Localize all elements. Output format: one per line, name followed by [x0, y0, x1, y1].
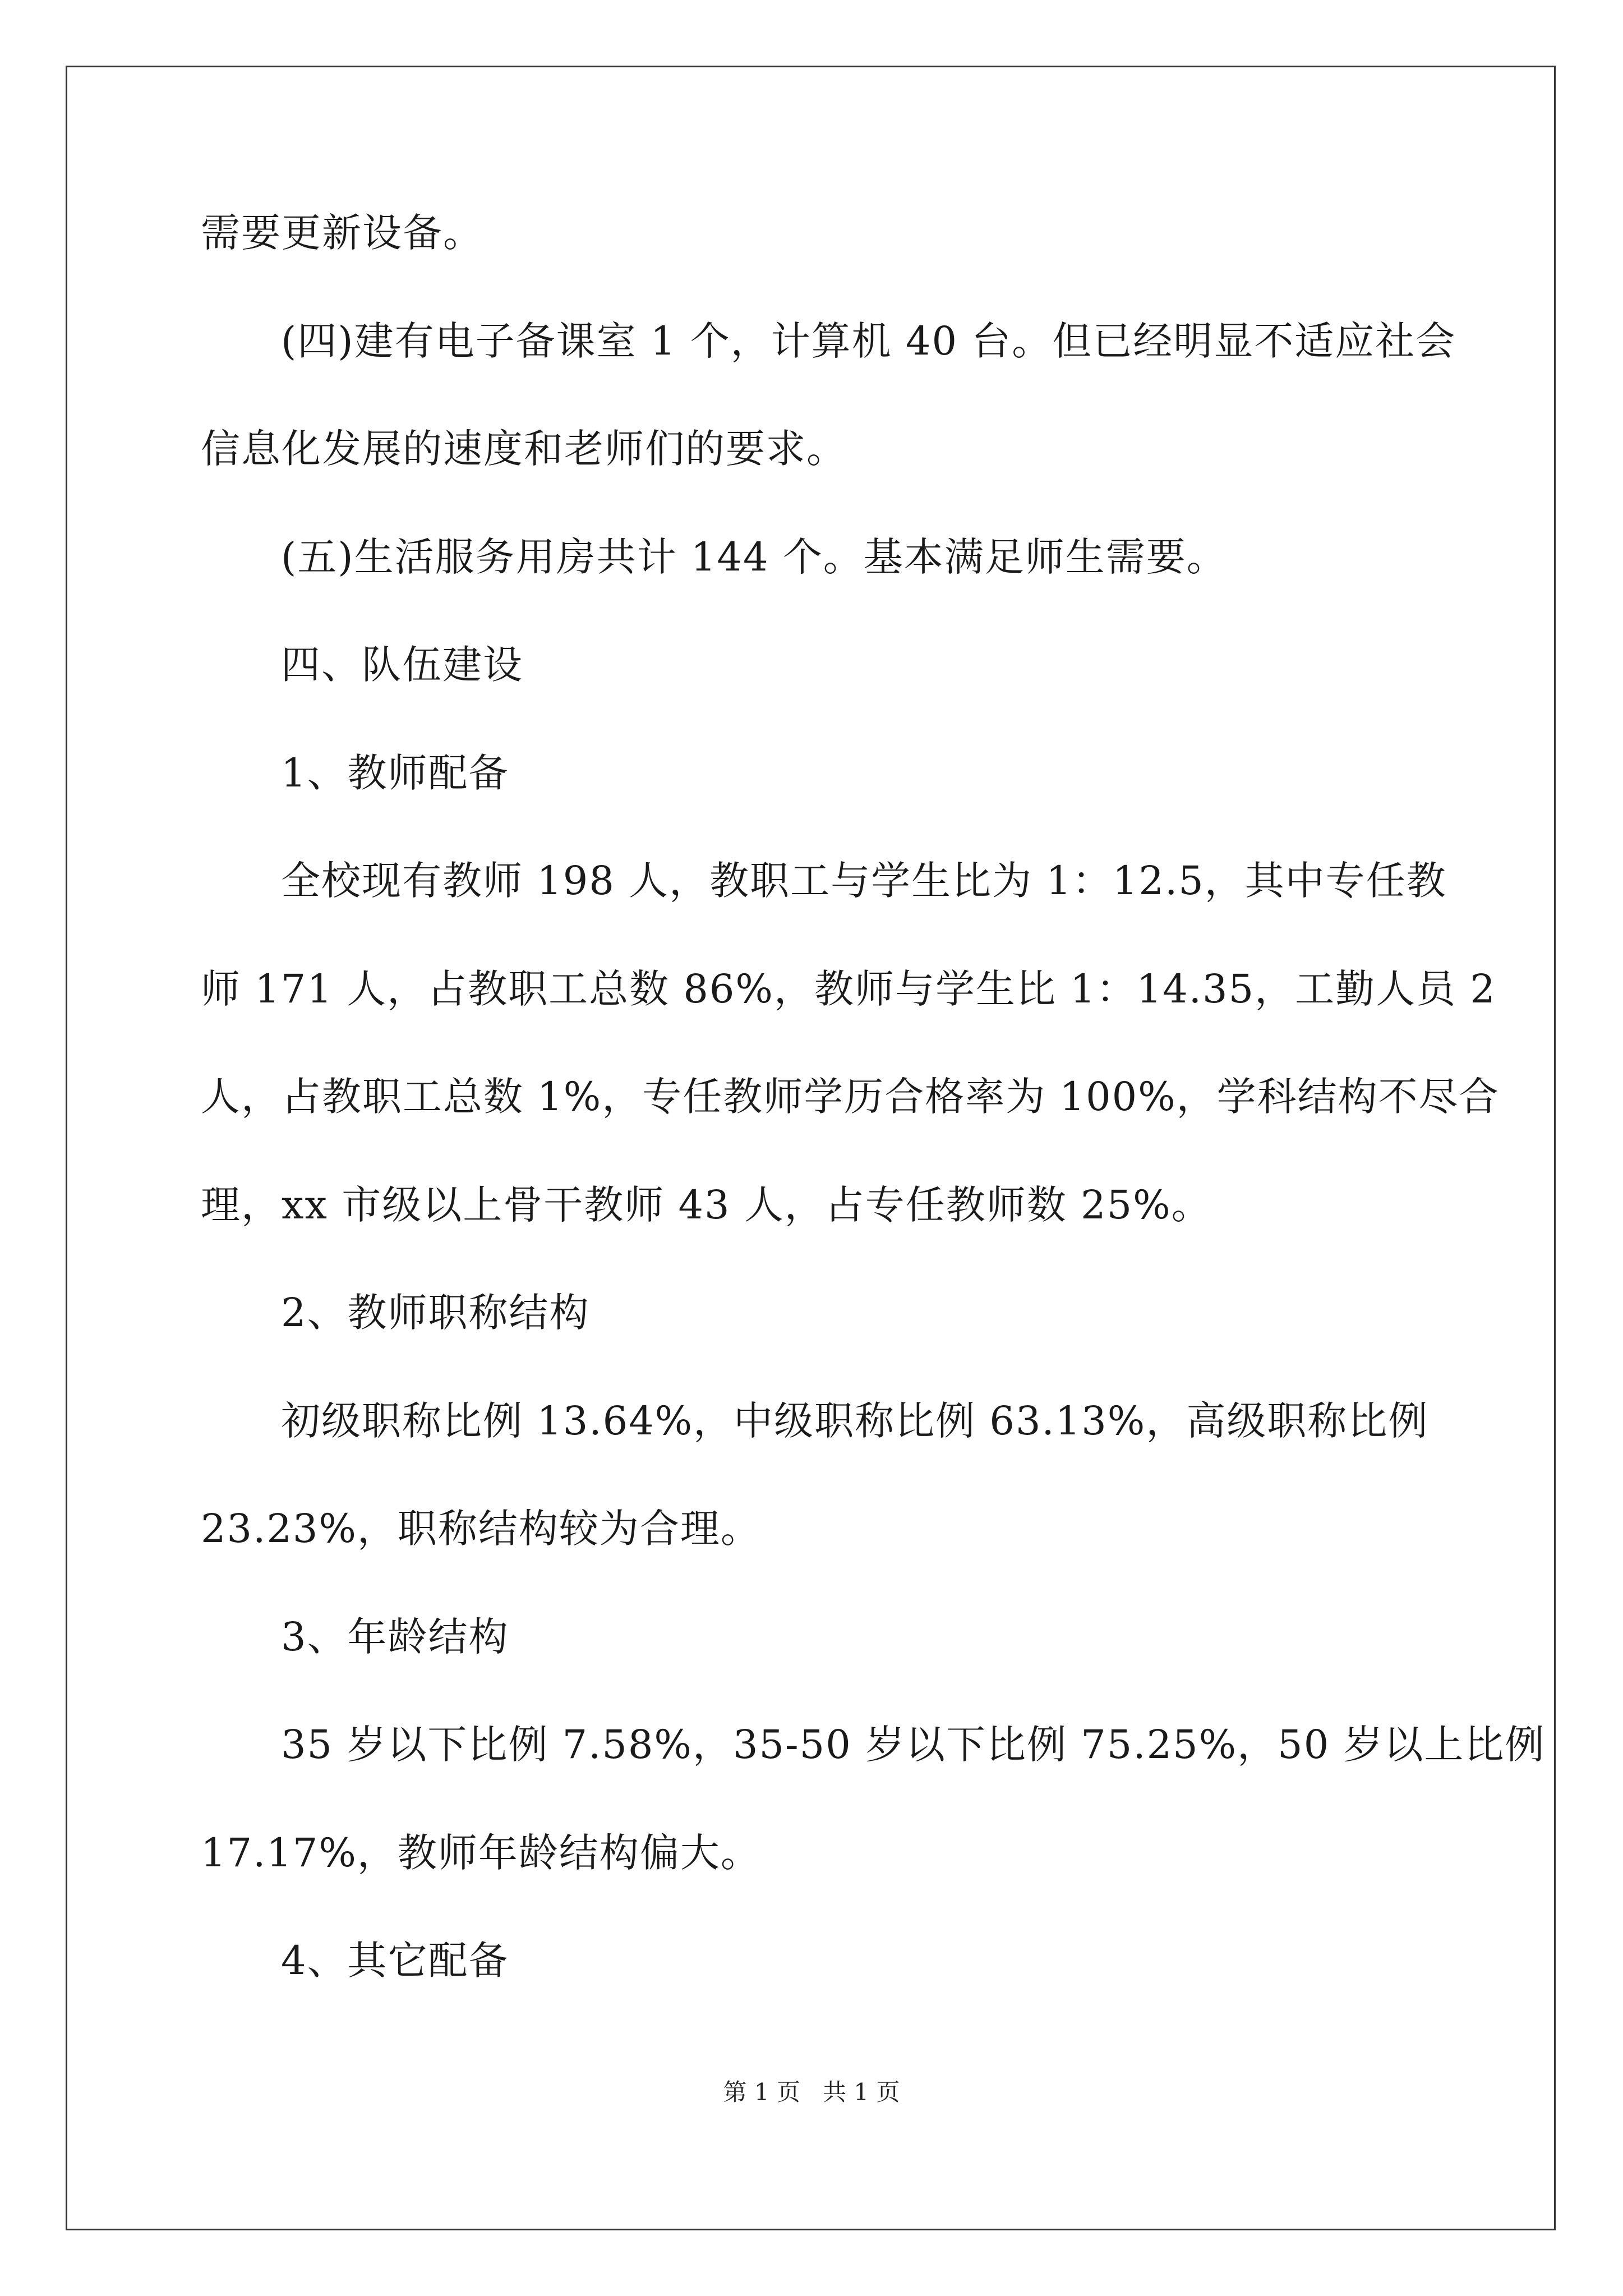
- paragraph-line: 理，xx 市级以上骨干教师 43 人，占专任教师数 25%。: [201, 1182, 1212, 1228]
- paragraph-line: 全校现有教师 198 人，教职工与学生比为 1：12.5，其中专任教: [281, 858, 1447, 904]
- subsection-heading: 2、教师职称结构: [281, 1290, 590, 1336]
- page-number-footer: 第 1 页 共 1 页: [723, 2078, 900, 2106]
- subsection-heading: 1、教师配备: [281, 750, 509, 796]
- subsection-heading: 4、其它配备: [281, 1938, 509, 1984]
- paragraph-line: 需要更新设备。: [201, 210, 483, 256]
- section-heading: 四、队伍建设: [281, 642, 523, 688]
- paragraph-line: 初级职称比例 13.64%，中级职称比例 63.13%，高级职称比例: [281, 1398, 1429, 1444]
- paragraph-line: 17.17%，教师年龄结构偏大。: [201, 1830, 761, 1876]
- paragraph-line: 23.23%，职称结构较为合理。: [201, 1506, 761, 1552]
- subsection-heading: 3、年龄结构: [281, 1614, 509, 1660]
- paragraph-line: 人，占教职工总数 1%，专任教师学历合格率为 100%，学科结构不尽合: [201, 1074, 1500, 1120]
- paragraph-line: 信息化发展的速度和老师们的要求。: [201, 426, 847, 472]
- paragraph-line: (五)生活服务用房共计 144 个。基本满足师生需要。: [281, 534, 1227, 580]
- paragraph-line: 师 171 人，占教职工总数 86%，教师与学生比 1：14.35，工勤人员 2: [201, 966, 1496, 1012]
- paragraph-line: 35 岁以下比例 7.58%，35-50 岁以下比例 75.25%，50 岁以上比例: [281, 1722, 1546, 1768]
- page-border: [66, 66, 1556, 2230]
- paragraph-line: (四)建有电子备课室 1 个，计算机 40 台。但已经明显不适应社会: [281, 318, 1456, 364]
